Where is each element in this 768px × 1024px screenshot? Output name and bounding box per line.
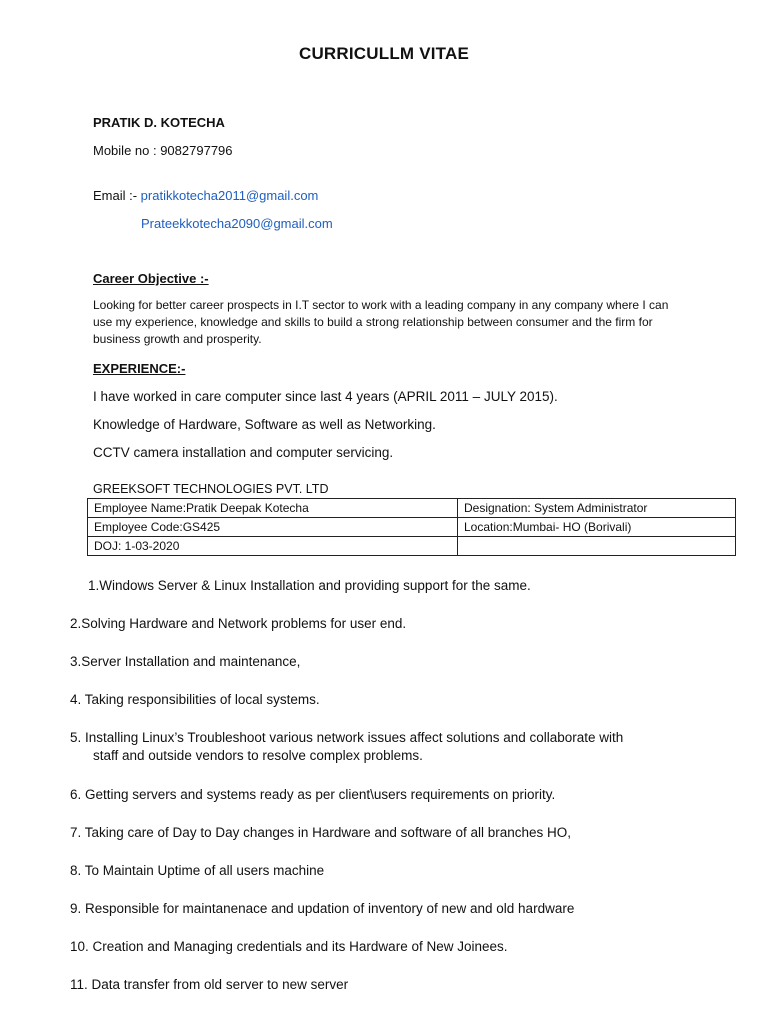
mobile-number: Mobile no : 9082797796: [93, 143, 233, 158]
responsibility-item: 5. Installing Linux’s Troubleshoot various network issues affect solutions and collaborate with: [70, 730, 624, 745]
table-cell: Employee Name:Pratik Deepak Kotecha: [88, 499, 458, 518]
responsibility-item: 10. Creation and Managing credentials and its Hardware of New Joinees.: [70, 939, 508, 954]
career-objective-text: Looking for better career prospects in I.T sector to work with a leading company in any company where I can use my experience, knowledge and skills to build a strong relationship between consumer and the firm for business growth and prosperity.: [93, 298, 669, 346]
responsibility-item: 4. Taking responsibilities of local systems.: [70, 692, 320, 707]
experience-heading: EXPERIENCE:-: [93, 361, 186, 376]
document-title: CURRICULLM VITAE: [298, 44, 470, 63]
employee-info-table: [87, 498, 736, 556]
candidate-name: PRATIK D. KOTECHA: [93, 115, 225, 130]
responsibility-item-continued: staff and outside vendors to resolve complex problems.: [93, 748, 423, 763]
responsibility-item: 11. Data transfer from old server to new server: [70, 977, 349, 992]
email-link-secondary[interactable]: Prateekkotecha2090@gmail.com: [141, 216, 333, 231]
table-cell: [458, 537, 736, 556]
email-label: Email :-: [93, 188, 141, 203]
email-row: [93, 188, 318, 203]
email-link-primary[interactable]: pratikkotecha2011@gmail.com: [140, 188, 319, 203]
responsibility-item: 2.Solving Hardware and Network problems for user end.: [70, 616, 407, 631]
experience-line: CCTV camera installation and computer servicing.: [93, 445, 394, 460]
table-cell: Designation: System Administrator: [458, 499, 736, 518]
responsibility-item: 1.Windows Server & Linux Installation and providing support for the same.: [88, 578, 531, 593]
career-objective-heading: Career Objective :-: [93, 271, 209, 286]
table-cell: DOJ: 1-03-2020: [88, 537, 458, 556]
responsibility-item: 7. Taking care of Day to Day changes in Hardware and software of all branches HO,: [70, 825, 572, 840]
responsibility-item: 6. Getting servers and systems ready as per client\users requirements on priority.: [70, 787, 556, 802]
experience-line: I have worked in care computer since last 4 years (APRIL 2011 – JULY 2015).: [93, 389, 558, 404]
table-cell: Employee Code:GS425: [88, 518, 458, 537]
table-row: [88, 518, 736, 537]
company-name: GREEKSOFT TECHNOLOGIES PVT. LTD: [93, 482, 329, 496]
responsibility-item: 8. To Maintain Uptime of all users machine: [70, 863, 325, 878]
table-cell: Location:Mumbai- HO (Borivali): [458, 518, 736, 537]
table-row: [88, 537, 736, 556]
experience-line: Knowledge of Hardware, Software as well as Networking.: [93, 417, 436, 432]
table-row: [88, 499, 736, 518]
responsibility-item: 3.Server Installation and maintenance,: [70, 654, 301, 669]
responsibility-item: 9. Responsible for maintanenace and updation of inventory of new and old hardware: [70, 901, 575, 916]
